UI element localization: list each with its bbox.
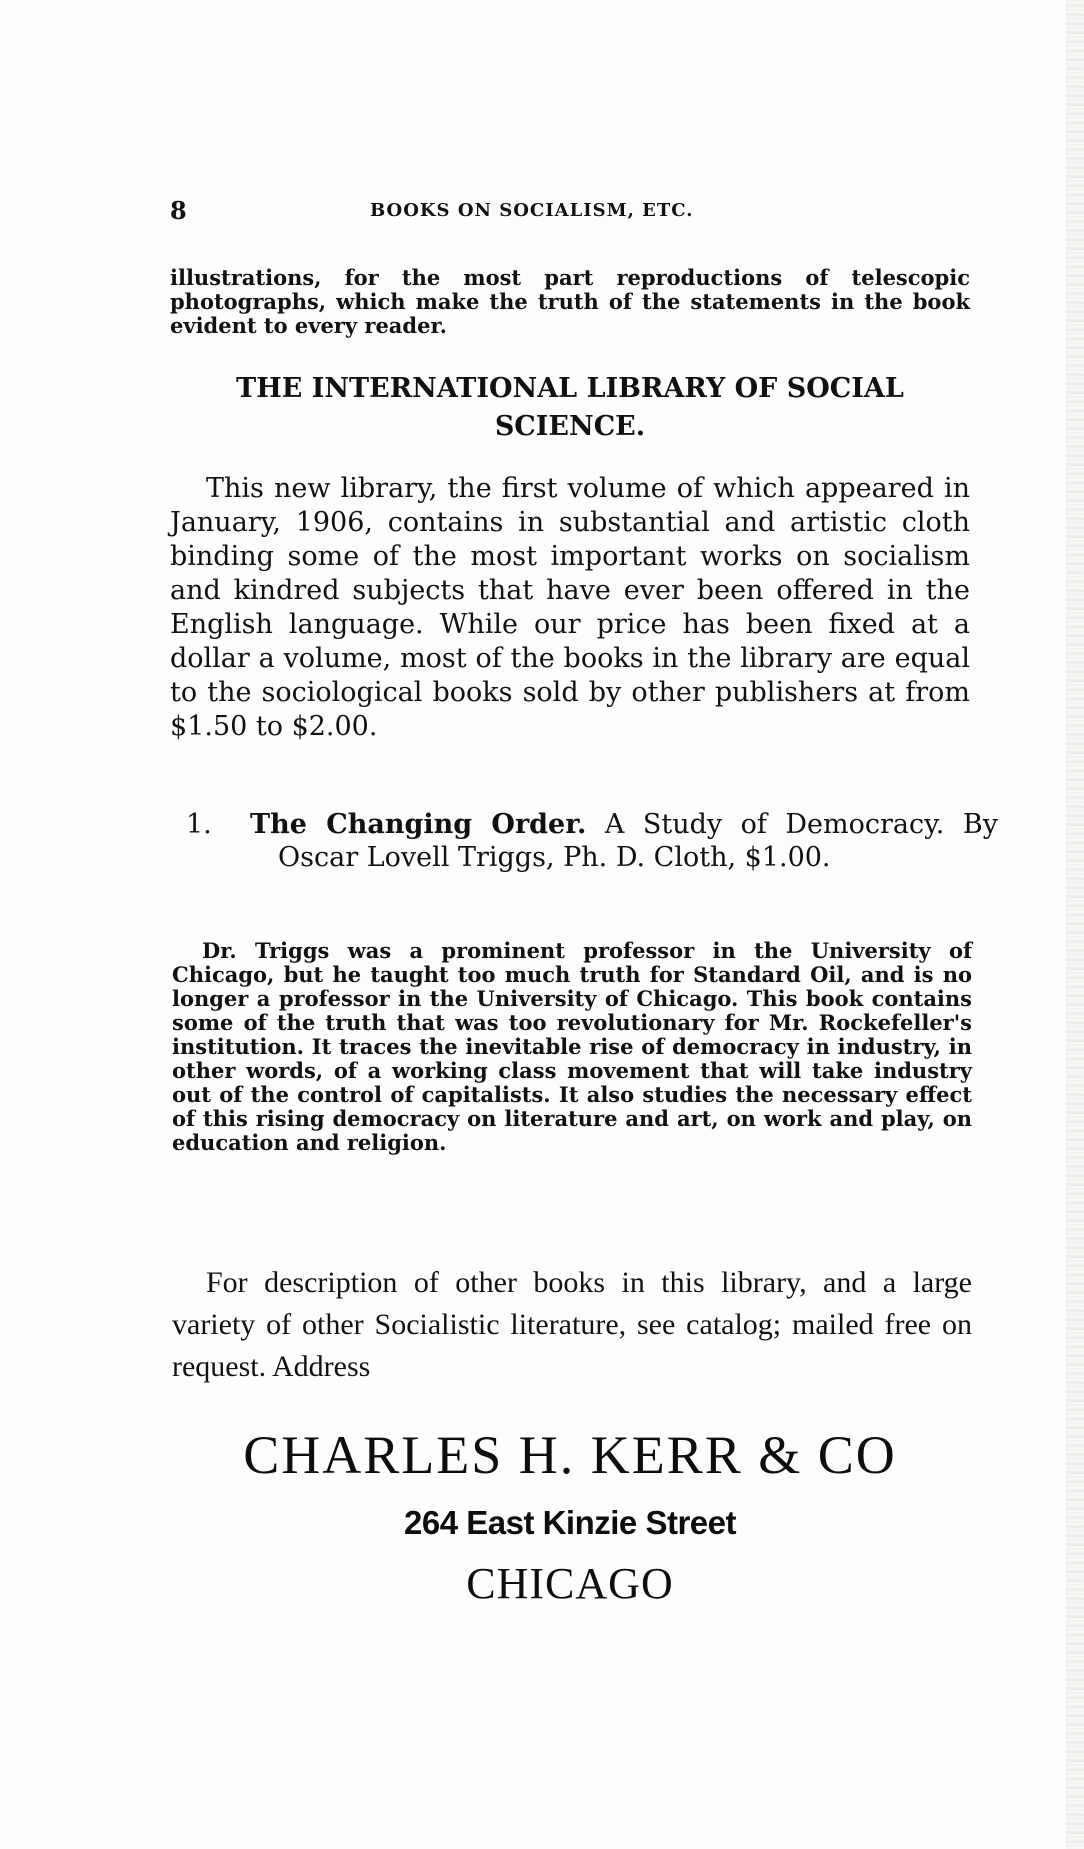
publisher-city: CHICAGO [466, 1559, 674, 1608]
book-description: Dr. Triggs was a prominent professor in the University of Chicago, but he taught too much truth for Standard Oil, and is no longer a professor in the University of Chicago. This book contains some of the truth that was too revolutionary for Mr. Rockefeller's institution. It traces the inevitable rise of democracy in industry, in other words, of a working class movement that will take industry out of the control of capitalists. It also studies the necessary effect of this rising democracy on literature and art, on work and play, on education and religion. [172, 938, 972, 1155]
section-description: This new library, the first volume of which appeared in January, 1906, contains in substantial and artistic cloth binding some of the most important works on socialism and kindred subjects that have ever been offered in the English language. While our price has been fixed at a dollar a volume, most of the books in the library are equal to the sociological books sold by other publishers at from $1.50 to $2.00. [170, 473, 970, 742]
page-number: 8 [170, 196, 187, 225]
running-title: BOOKS ON SOCIALISM, ETC. [370, 200, 694, 221]
book-title: The Changing Order. [250, 809, 587, 840]
book-entry [250, 808, 998, 874]
scan-edge [1066, 0, 1084, 1849]
intro-paragraph: illustrations, for the most part reproductions of telescopic photographs, which make the truth of the statements in the book evident to every reader. [170, 265, 970, 338]
section-heading: THE INTERNATIONAL LIBRARY OF SOCIAL SCIENCE. [236, 373, 904, 442]
publisher-name: CHARLES H. KERR & CO [243, 1425, 897, 1485]
publisher-street: 264 East Kinzie Street [404, 1504, 736, 1541]
book-details: A Study of Democracy. By Oscar Lovell Triggs, Ph. D. Cloth, $1.00. [278, 809, 998, 873]
publisher-address-block [170, 1422, 970, 1612]
closing-paragraph: For description of other books in this library, and a large variety of other Socialistic literature, see catalog; mailed free on request. Address [172, 1266, 972, 1383]
running-head [170, 196, 970, 224]
book-number: 1. [186, 809, 212, 840]
